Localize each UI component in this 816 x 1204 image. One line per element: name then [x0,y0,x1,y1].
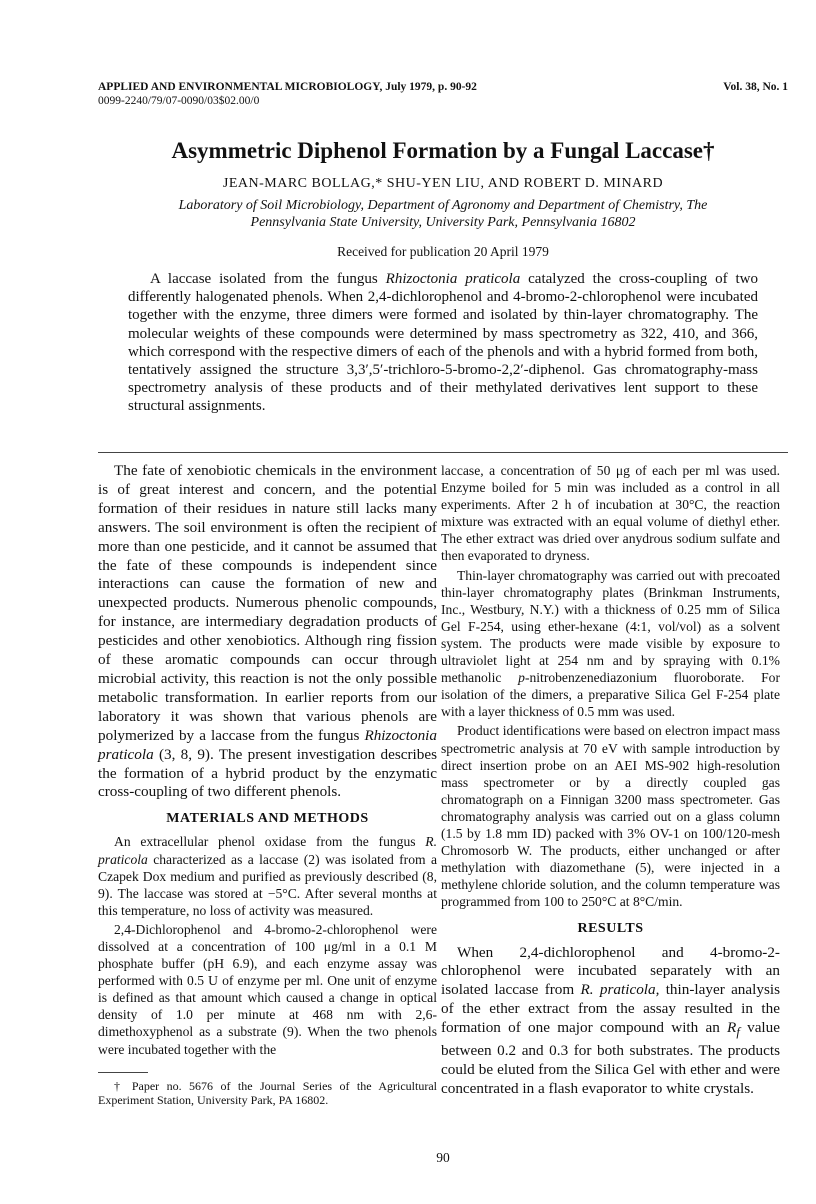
footnote-divider [98,1072,148,1073]
intro-text: The fate of xenobiotic chemicals in the environment is of great interest and concern, and the potential formation of their residues in nature still lacks many answers. The soil environment is often the recipient of more than one pesticide, and it cannot be assumed that the fate of these compounds is independent since interactions can cause the formation of new and unexpected products. Numerous phenolic compounds, for instance, are intermediary degradation products of pesticides and other xenobiotics. Although ring fission of these aromatic compounds can occur through microbial activity, this reaction is not the only possible metabolic transformation. In earlier reports from our laboratory it was shown that various phenols are polymerized by a laccase from the fungus [98,462,437,744]
introduction-paragraph [98,462,437,802]
affiliation-line-2: Pennsylvania State University, University Park, Pennsylvania 16802 [250,215,636,230]
volume-label: Vol. 38, No. 1 [723,81,788,93]
journal-citation: APPLIED AND ENVIRONMENTAL MICROBIOLOGY, July 1979, p. 90-92 [98,81,477,93]
tlc-italic: p [518,670,525,686]
running-header [98,80,788,108]
affiliation-line-1: Laboratory of Soil Microbiology, Department of Agronomy and Department of Chemistry, The [178,198,708,213]
abstract-organism: Rhizoctonia praticola [385,271,521,287]
author-list: JEAN-MARC BOLLAG,* SHU-YEN LIU, AND ROBERT D. MINARD [222,176,664,191]
methods-text-cont: characterized as a laccase (2) was isolated from a Czapek Dox medium and purified as previously described (8, 9). The laccase was stored at −5°C. After several months at this temperature, no loss of activity was measured. [98,851,437,918]
abstract-divider [98,452,788,453]
tlc-text-cont: -nitrobenzenediazonium fluoroborate. For isolation of the dimers, a preparative Silica Gel F-254 plate with a layer thickness of 0.5 mm was used. [441,670,780,720]
rf-subscript: f [736,1025,740,1040]
methods-paragraph-4 [441,567,780,721]
results-text-cont: thin-layer analysis of the ether extract from the assay resulted in the formation of one major compound with an [441,981,780,1037]
methods-paragraph-3: laccase, a concentration of 50 μg of each per ml was used. Enzyme boiled for 5 min was included as a control in all experiments. After 2 h of incubation at 30°C, the reaction mixture was extracted with an equal volume of diethyl ether. The ether extract was dried over anydrous sodium sulfate and then evaporated to dryness. [441,463,780,564]
methods-text: An extracellular phenol oxidase from the fungus [114,834,426,850]
results-heading: RESULTS [577,921,644,937]
results-organism: R. praticola, [580,981,660,999]
methods-heading: MATERIALS AND METHODS [166,811,369,827]
tlc-text: Thin-layer chromatography was carried out with precoated thin-layer chromatography plates (Brinkman Instruments, Inc., Westbury, N.Y.) with a thickness of 0.25 mm of Silica Gel F-254, using ether-hexane (4:1, vol/vol) as a solvent system. The products were made visible by exposure to ultraviolet light at 254 nm and by spraying with 0.1% methanolic [441,567,780,686]
results-text: When 2,4-dichlorophenol and 4-bromo-2-chlorophenol were incubated separately with an isolated laccase from [441,943,780,999]
results-text-end: value between 0.2 and 0.3 for both substrates. The products could be eluted from the Silica Gel with ether and were concentrated in a flash evaporator to white crystals. [441,1019,780,1097]
abstract-text-cont: catalyzed the cross-coupling of two differently halogenated phenols. When 2,4-dichlorophenol and 4-bromo-2-chlorophenol were incubated together with the enzyme, three dimers were formed and isolated by thin-layer chromatography. The molecular weights of these compounds were determined by mass spectrometry as 322, 410, and 366, which correspond with the respective dimers of each of the phenols and with a hybrid formed from both, tentatively assigned the structure 3,3′,5′-trichloro-5-bromo-2,2′-diphenol. Gas chromatography-mass spectrometry analysis of these products and of their methylated derivatives lent support to these structural assignments. [128,271,758,415]
left-column [98,462,437,1110]
abstract-text: A laccase isolated from the fungus [150,271,386,287]
affiliation [98,197,788,231]
results-paragraph-1 [441,944,780,1099]
footnote: † Paper no. 5676 of the Journal Series of the Agricultural Experiment Station, University Park, PA 16802. [98,1078,437,1108]
intro-organism: Rhizoctonia praticola [98,726,437,763]
right-column [441,462,780,1101]
methods-paragraph-2: 2,4-Dichlorophenol and 4-bromo-2-chlorophenol were dissolved at a concentration of 100 μg/ml in a 0.1 M phosphate buffer (pH 6.9), and each enzyme assay was performed with 0.5 U of enzyme per ml. One unit of enzyme is defined as that amount which caused a change in optical density of 1.0 per minute at 468 nm with 2,6-dimethoxyphenol as a substrate (9). When the two phenols were incubated together with the [98,921,437,1057]
abstract [128,270,758,416]
article-code: 0099-2240/79/07-0090/03$02.00/0 [98,95,260,107]
methods-paragraph-5: Product identifications were based on electron impact mass spectrometric analysis at 70 eV with sample introduction by direct insertion probe on an AEI MS-902 high-resolution mass spectrometer or by a directly coupled gas chromatograph on a Finnigan 3200 mass spectrometer. Gas chromatography analysis was carried out on a glass column (1.5 by 1.8 mm ID) packed with 3% OV-1 on 100/120-mesh Chromosorb W. The products, either unchanged or after methylation with diazomethane (5), were injected in a methylene chloride solution, and the column temperature was programmed from 100 to 250°C at 8°C/min. [441,723,780,910]
methods-paragraph-1 [98,833,437,918]
methods-organism: R. praticola [98,834,437,867]
page-number: 90 [436,1150,450,1165]
intro-text-cont: (3, 8, 9). The present investigation describes the formation of a hybrid product by the enzymatic cross-coupling of two different phenols. [98,745,437,801]
article-title: Asymmetric Diphenol Formation by a Fungal Laccase† [171,138,715,163]
received-date: Received for publication 20 April 1979 [337,244,549,259]
rf-symbol: R [727,1019,737,1037]
